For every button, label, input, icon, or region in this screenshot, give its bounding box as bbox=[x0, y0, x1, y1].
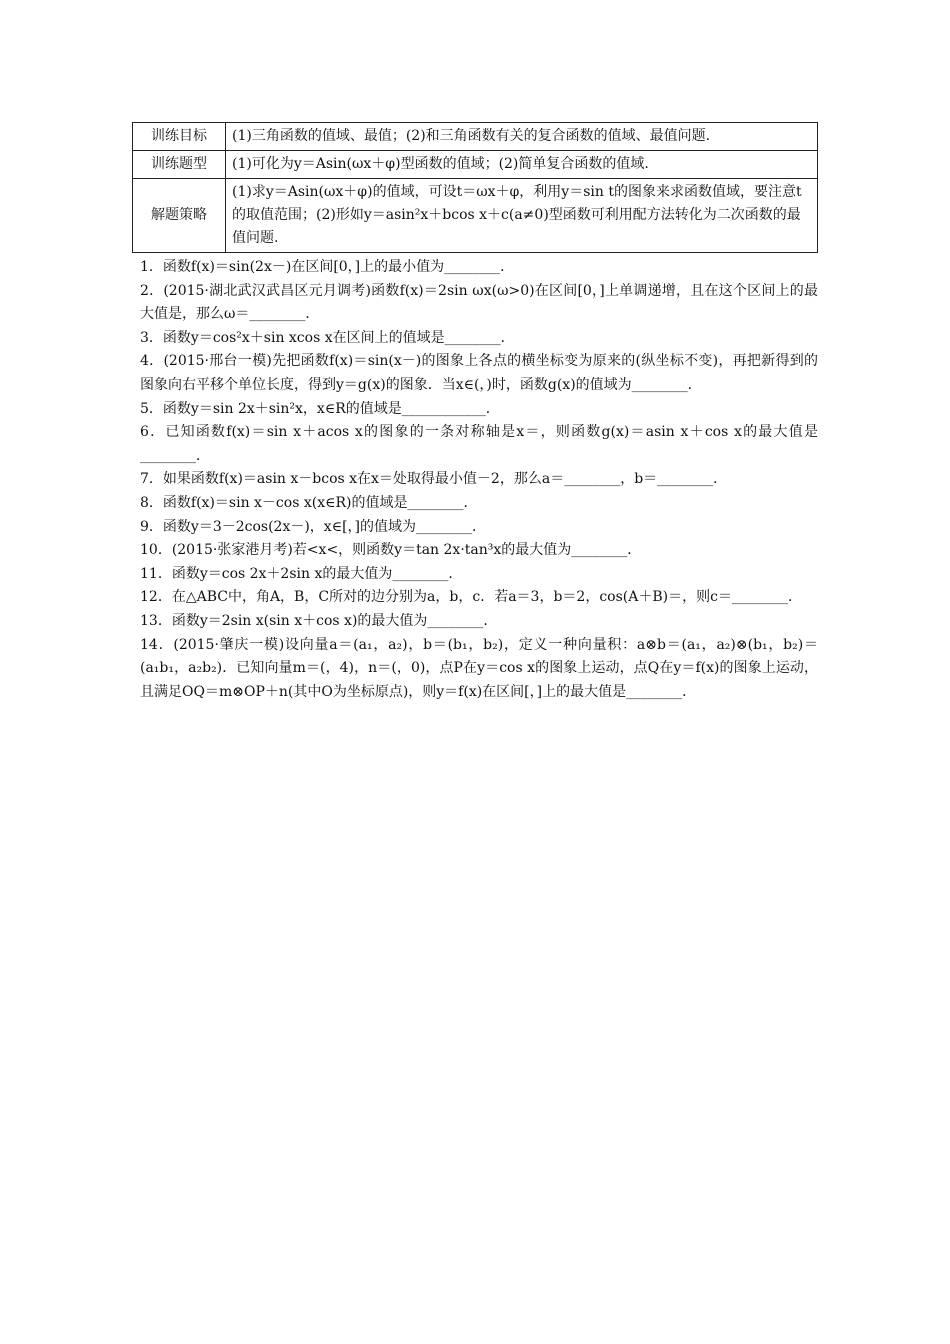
table-row bbox=[133, 179, 818, 253]
problem-item: 13．函数y＝2sin x(sin x＋cos x)的最大值为________． bbox=[140, 612, 498, 629]
problem-item: 4．(2015·邢台一模)先把函数f(x)＝sin(x－)的图象上各点的横坐标变为原来的(纵坐标不变)，再把新得到的图象向右平移个单位长度，得到y＝g(x)的图象．当x∈(，)时，函数g(x)的值域为________． bbox=[140, 353, 818, 393]
row-label: 解题策略 bbox=[133, 179, 226, 253]
problem-item: 2．(2015·湖北武汉武昌区元月调考)函数f(x)＝2sin ωx(ω>0)在区间[0，]上单调递增，且在这个区间上的最大值是，那么ω＝________． bbox=[140, 282, 818, 323]
table-row bbox=[133, 151, 818, 179]
problem-item: 1．函数f(x)＝sin(2x－)在区间[0，]上的最小值为________． bbox=[140, 259, 515, 275]
problem-list bbox=[140, 256, 818, 704]
problem-item: 9．函数y＝3－2cos(2x－)，x∈[，]的值域为________． bbox=[140, 518, 486, 535]
problem-item: 3．函数y＝cos²x＋sin xcos x在区间上的值域是________． bbox=[140, 329, 515, 346]
problem-item: 12．在△ABC中，角A，B，C所对的边分别为a，b，c．若a＝3，b＝2，cos(A＋B)＝，则c＝________． bbox=[140, 589, 802, 606]
row-content: (1)可化为y＝Asin(ωx＋φ)型函数的值域；(2)简单复合函数的值域. bbox=[226, 151, 818, 179]
table-row bbox=[133, 123, 818, 151]
problem-item: 6．已知函数f(x)＝sin x＋acos x的图象的一条对称轴是x＝，则函数g(x)＝asin x＋cos x的最大值是________． bbox=[140, 424, 818, 464]
row-content: (1)三角函数的值域、最值；(2)和三角函数有关的复合函数的值域、最值问题. bbox=[226, 123, 818, 151]
row-content: (1)求y＝Asin(ωx＋φ)的值域，可设t＝ωx＋φ，利用y＝sin t的图象来求函数值域，要注意t的取值范围；(2)形如y＝asin²x＋bcos x＋c(a≠0)型函数可利用配方法转化为二次函数的最值问题. bbox=[226, 179, 818, 253]
problem-item: 11．函数y＝cos 2x＋2sin x的最大值为________． bbox=[140, 565, 463, 582]
row-label: 训练目标 bbox=[133, 123, 226, 151]
problem-item: 14．(2015·肇庆一模)设向量a＝(a₁，a₂)，b＝(b₁，b₂)，定义一种向量积：a⊗b＝(a₁，a₂)⊗(b₁，b₂)＝(a₁b₁，a₂b₂)．已知向量m＝(，4)，n＝(，0)，点P在y＝cos x的图象上运动，点Q在y＝f(x)的图象上运动，且满足OQ＝m⊗OP＋n(其中O为坐标原点)，则y＝f(x)在区间[，]上的最大值是________． bbox=[140, 636, 818, 700]
problem-item: 5．函数y＝sin 2x＋sin²x，x∈R的值域是____________． bbox=[140, 400, 500, 417]
problem-item: 7．如果函数f(x)＝asin x－bcos x在x＝处取得最小值－2，那么a＝________，b＝________． bbox=[140, 471, 728, 488]
row-label: 训练题型 bbox=[133, 151, 226, 179]
training-info-table bbox=[132, 122, 818, 253]
problem-item: 8．函数f(x)＝sin x－cos x(x∈R)的值域是________． bbox=[140, 494, 478, 511]
problem-item: 10．(2015·张家港月考)若<x<，则函数y＝tan 2x·tan³x的最大值为________． bbox=[140, 542, 642, 559]
